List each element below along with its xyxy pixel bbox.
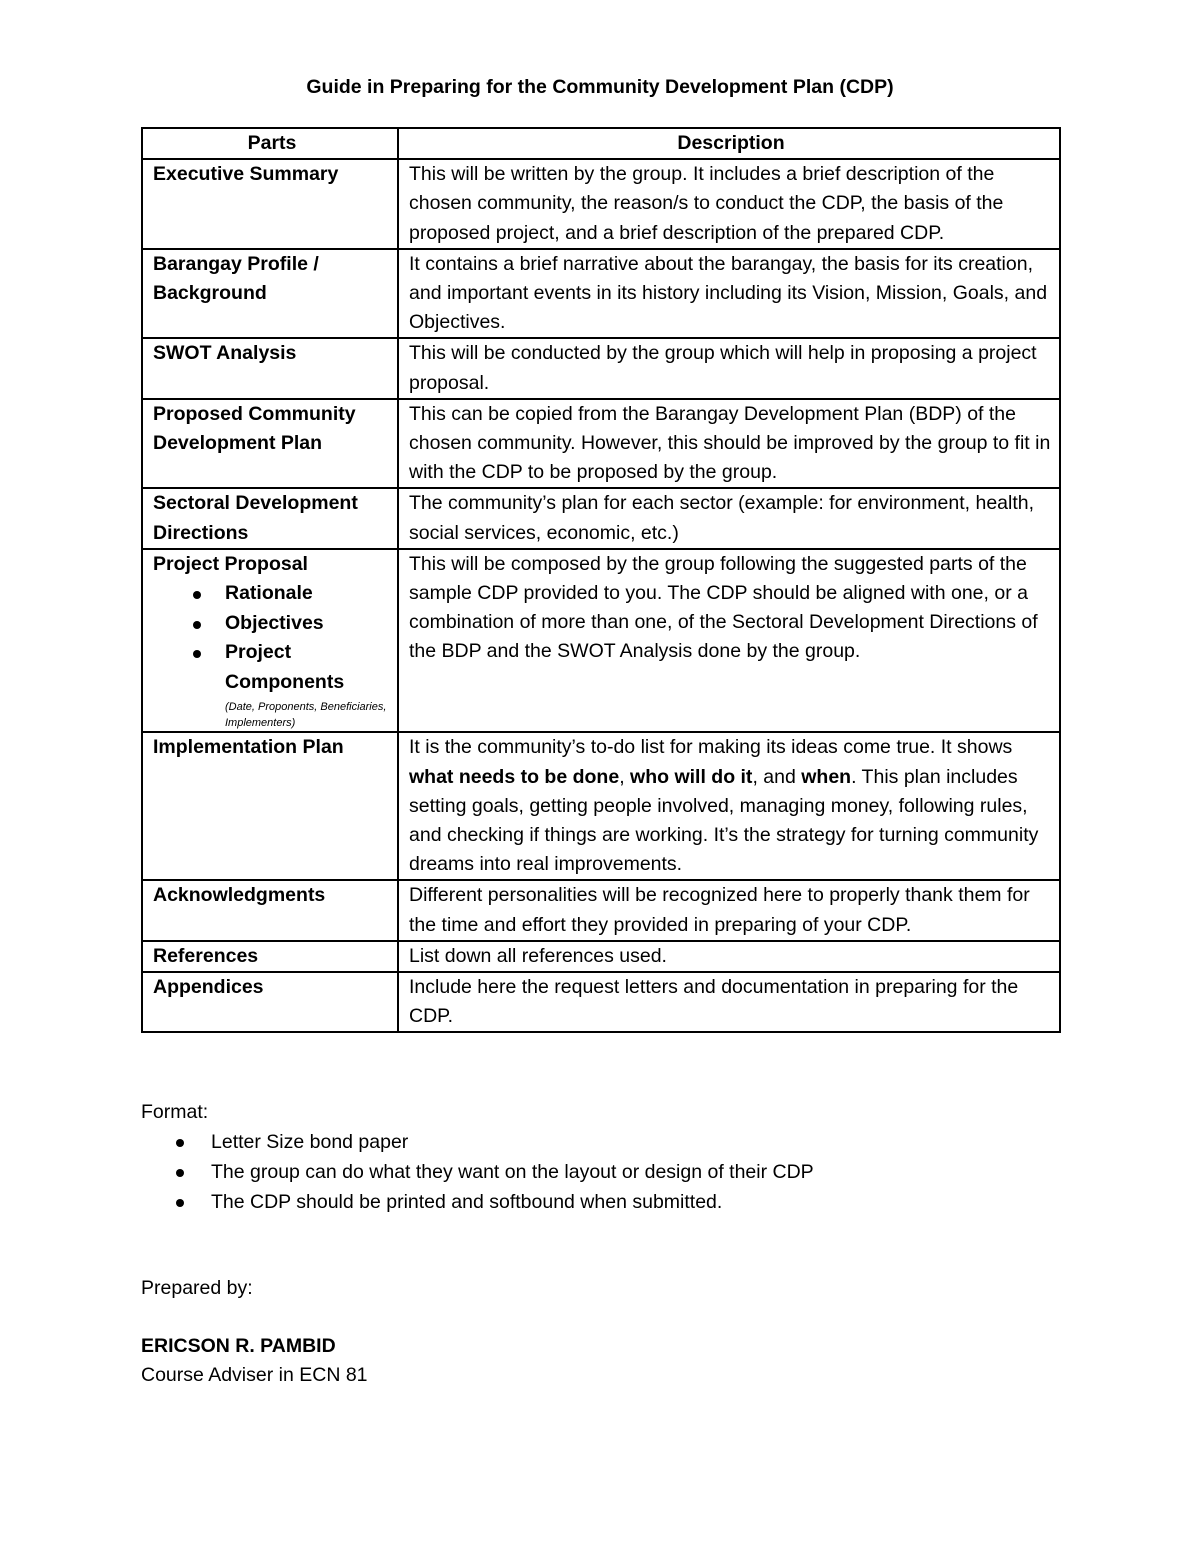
part-implementation-plan: Implementation Plan [142,732,398,880]
description-project-proposal: This will be composed by the group following the suggested parts of the sample CDP provided to you. The CDP should be aligned with one, or a combination of more than one, of the Sectoral Development Directions of the BDP and the SWOT Analysis done by the group. [398,549,1060,733]
description-acknowledgments: Different personalities will be recognized here to properly thank them for the time and effort they provided in preparing of your CDP. [398,880,1060,940]
part-executive-summary: Executive Summary [142,159,398,249]
preparer-role: Course Adviser in ECN 81 [141,1364,368,1386]
format-heading: Format: [141,1101,209,1123]
description-executive-summary: This will be written by the group. It includes a brief description of the chosen community, the reason/s to conduct the CDP, the basis of the proposed project, and a brief description of the prepared CDP. [398,159,1060,249]
implementation-text-3: , and [752,765,802,788]
table-row [142,732,1060,880]
header-description: Description [398,128,1060,159]
description-barangay-profile: It contains a brief narrative about the barangay, the basis for its creation, and important events in its history including its Vision, Mission, Goals, and Objectives. [398,249,1060,339]
implementation-text-2: , [619,765,631,788]
list-item: Rationale [193,579,391,609]
part-barangay-profile: Barangay Profile / Background [142,249,398,339]
list-item: The CDP should be printed and softbound when submitted. [141,1187,814,1217]
list-item: Objectives [193,609,391,639]
description-sectoral-directions: The community’s plan for each sector (example: for environment, health, social services, economic, etc.) [398,488,1060,548]
description-appendices: Include here the request letters and documentation in preparing for the CDP. [398,972,1060,1032]
document-title: Guide in Preparing for the Community Development Plan (CDP) [306,76,894,98]
part-swot-analysis: SWOT Analysis [142,338,398,398]
list-item: Letter Size bond paper [141,1127,814,1157]
implementation-bold-what: what needs to be done [409,765,620,788]
list-item [193,638,391,731]
description-swot-analysis: This will be conducted by the group which will help in proposing a project proposal. [398,338,1060,398]
table-row [142,488,1060,548]
table-row [142,549,1060,733]
format-list [141,1127,814,1217]
components-note: (Date, Proponents, Beneficiaries, Implementers) [225,701,387,730]
table-row [142,249,1060,339]
part-references: References [142,941,398,972]
part-sectoral-directions: Sectoral Development Directions [142,488,398,548]
part-project-proposal [142,549,398,733]
description-implementation-plan [398,732,1060,880]
description-proposed-cdp: This can be copied from the Barangay Development Plan (BDP) of the chosen community. However, this should be improved by the group to fit in with the CDP to be proposed by the group. [398,399,1060,489]
header-parts: Parts [142,128,398,159]
cdp-guide-table [141,127,1061,1033]
part-appendices: Appendices [142,972,398,1032]
part-proposed-cdp: Proposed Community Development Plan [142,399,398,489]
project-proposal-label: Project Proposal [153,552,308,575]
list-item: The group can do what they want on the layout or design of their CDP [141,1157,814,1187]
implementation-bold-when: when [801,765,852,788]
prepared-by-label: Prepared by: [141,1277,253,1299]
table-row [142,159,1060,249]
table-row [142,941,1060,972]
table-row [142,338,1060,398]
preparer-name: ERICSON R. PAMBID [141,1335,336,1357]
implementation-text-4: . This plan includes setting goals, getting people involved, managing money, following rules, and checking if things are working. It’s the strategy for turning community dreams into real improvements. [409,765,1039,876]
table-row [142,972,1060,1032]
part-acknowledgments: Acknowledgments [142,880,398,940]
project-components-label: Project Components [225,641,345,693]
table-row [142,880,1060,940]
description-references: List down all references used. [398,941,1060,972]
table-header-row [142,128,1060,159]
project-proposal-sublist [153,579,391,731]
implementation-text-1: It is the community’s to-do list for making its ideas come true. It shows [409,736,1013,759]
table-row [142,399,1060,489]
implementation-bold-who: who will do it [630,765,753,788]
